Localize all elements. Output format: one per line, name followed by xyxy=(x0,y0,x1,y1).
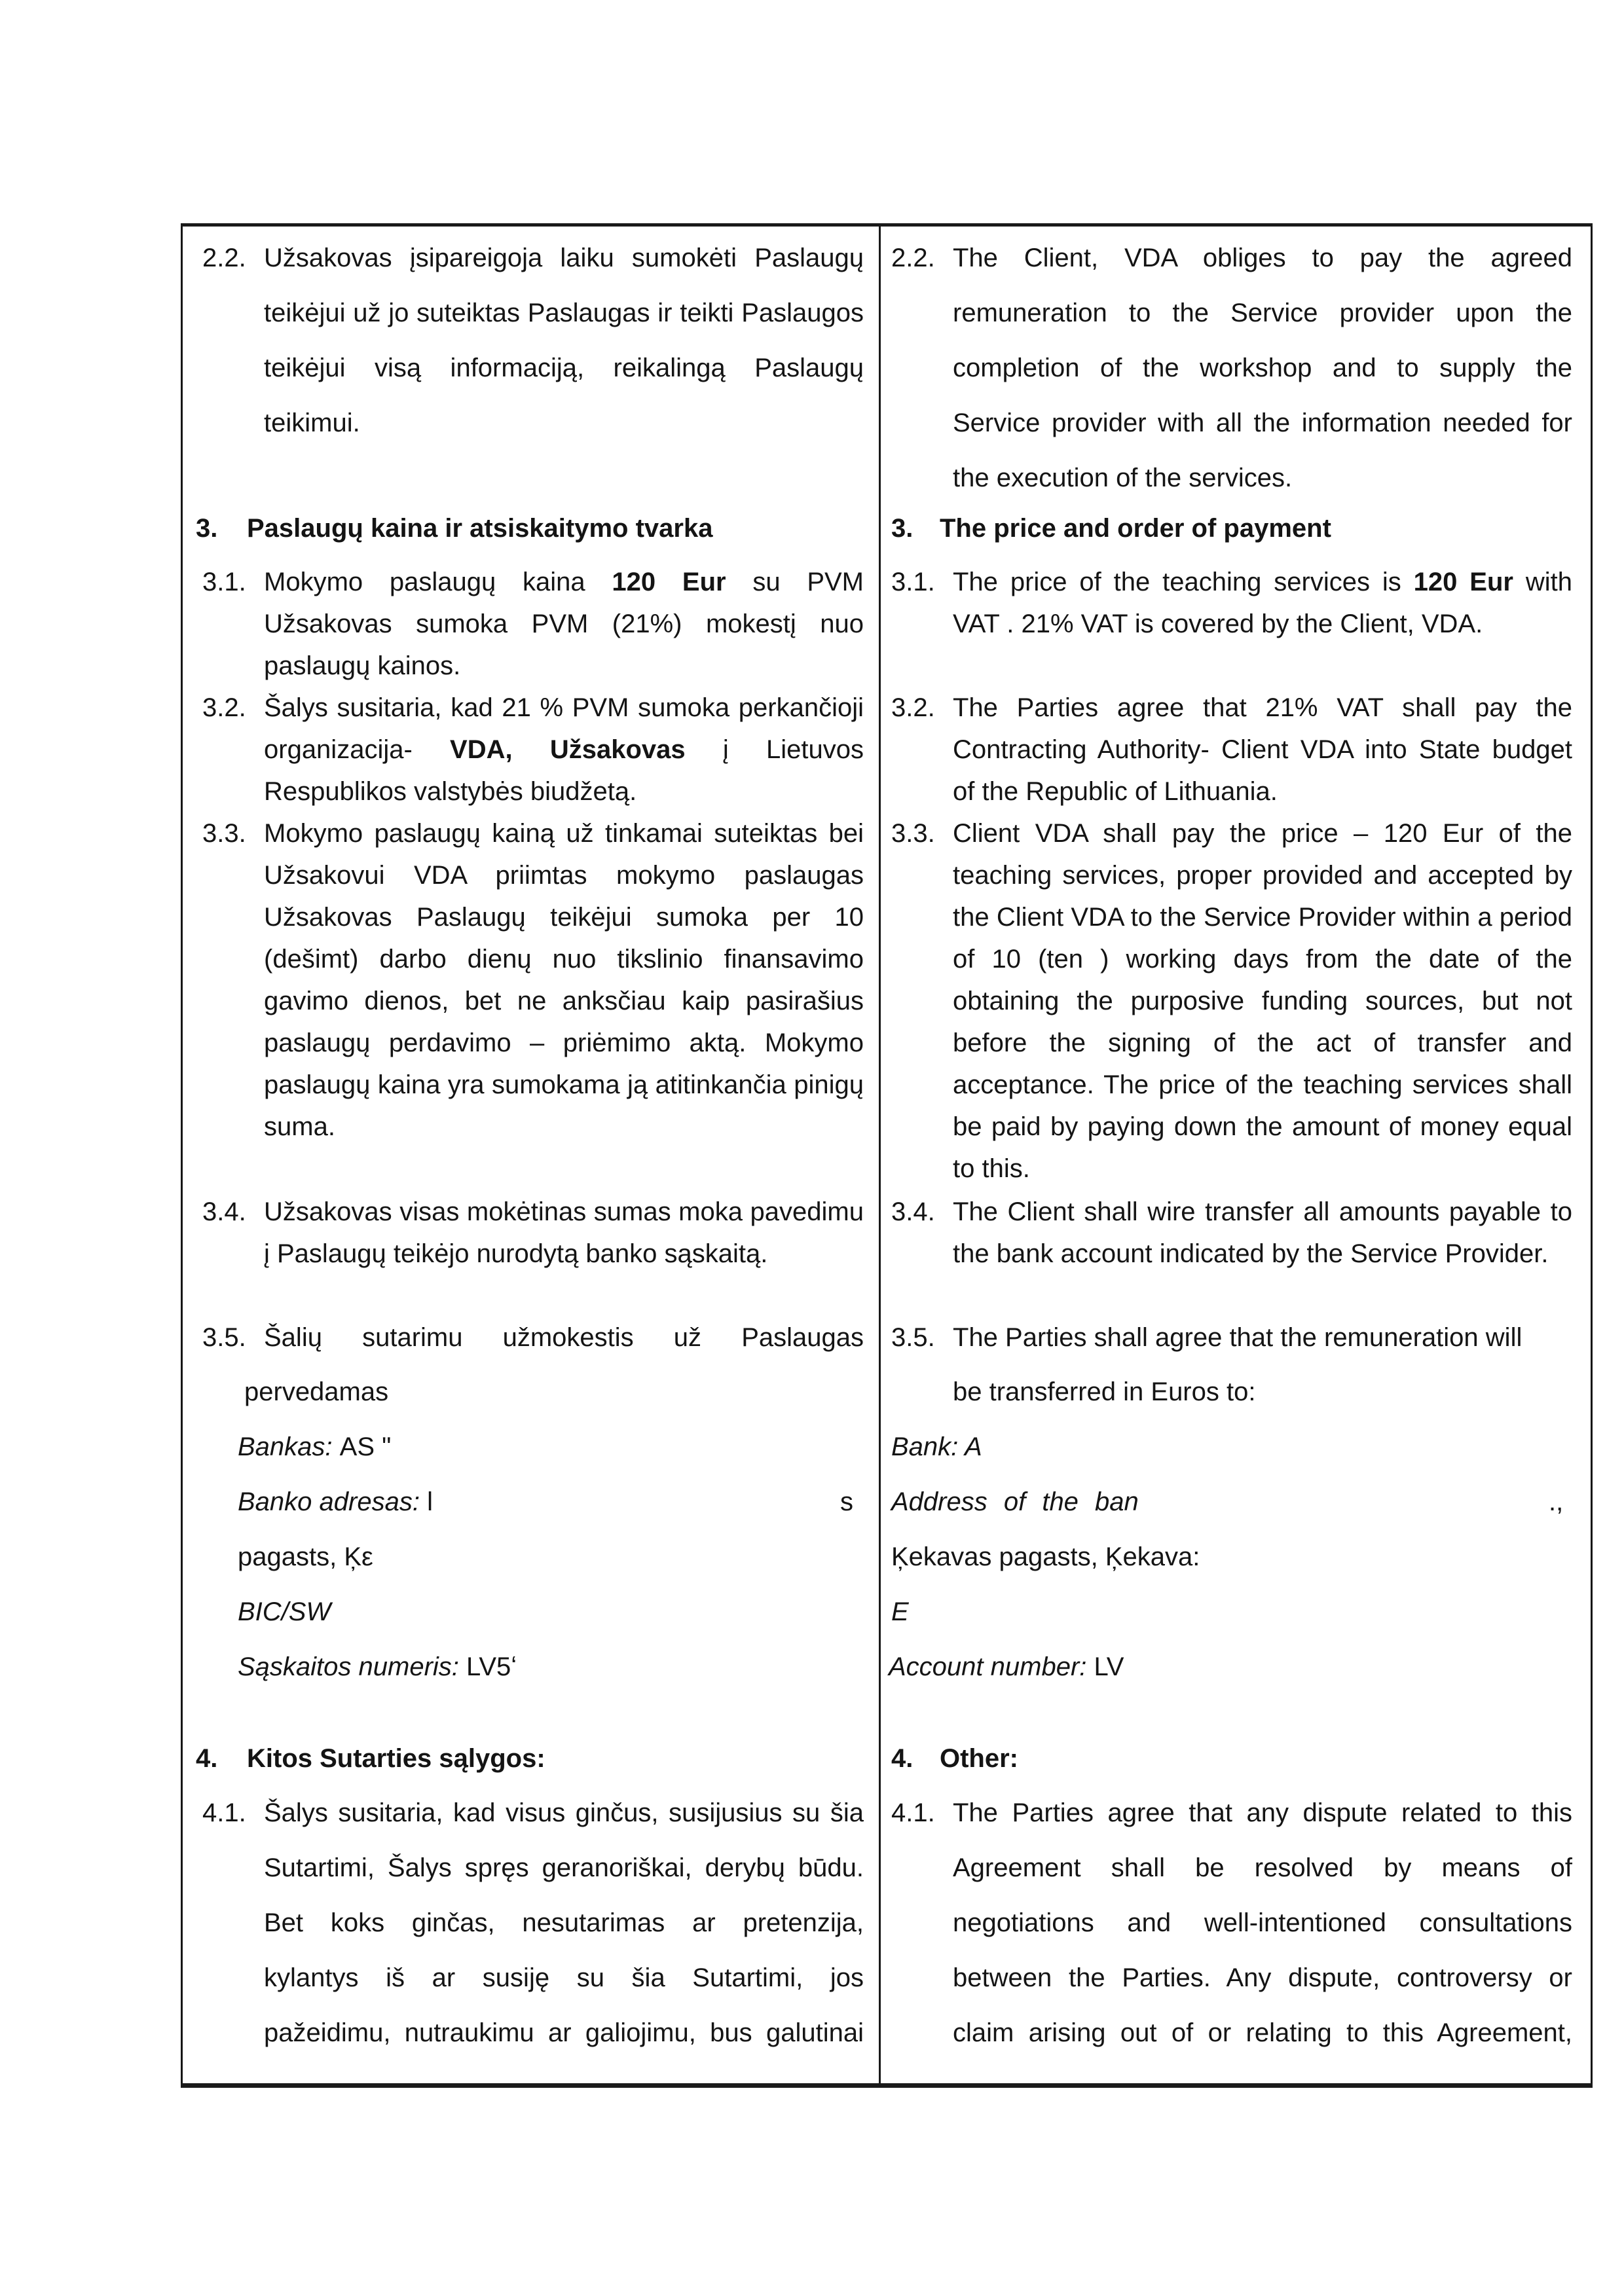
section-title: The price and order of payment xyxy=(940,514,1331,543)
bank-address-line2-en: Ķekavas pagasts, Ķekava: xyxy=(891,1542,1200,1571)
clause-text: Užsakovas visas mokėtinas sumas moka pavedimu į Paslaugų teikėjo nurodytą banko sąskaitą. xyxy=(264,1197,864,1268)
clause-number: 2.2. xyxy=(891,244,935,272)
clause-text: The Parties shall agree that the remuneration will xyxy=(953,1323,1522,1352)
clause-text: Client VDA shall pay the price – 120 Eur of the teaching services, proper provided and accepted by the Client VDA to the Service Provider within a period of 10 (ten ) working days from the date of the obtaining the purposive funding sources, but not before the signing of the act of transfer and acceptance. The price of the teaching services shall be paid by paying down the amount of money equal to this. xyxy=(953,819,1572,1183)
clause-number: 3.5. xyxy=(891,1323,935,1352)
clause-number: 4.1. xyxy=(202,1798,246,1827)
clause-text: Šalys susitaria, kad visus ginčus, susijusius su šia Sutartimi, Šalys spręs geranoriškai, derybų būdu. Bet koks ginčas, nesutarimas ar pretenzija, kylantys iš ar susiję su šia Sutartimi, jos pažeidimu, nutraukimu ar galiojimu, bus galutinai xyxy=(264,1798,864,2047)
clause-number: 3.5. xyxy=(202,1323,246,1352)
account-number-line-en: Account number: LV xyxy=(889,1652,1124,1681)
clause-3-5-continuation: pervedamas xyxy=(244,1377,389,1406)
section-title: Paslaugų kaina ir atsiskaitymo tvarka xyxy=(247,514,713,543)
bank-name-line-lt: Bankas: AS " xyxy=(238,1432,392,1461)
bic-swift-line-en: E xyxy=(891,1597,909,1626)
clause-text: The Client, VDA obliges to pay the agreed remuneration to the Service provider upon the completion of the workshop and to supply the Service provider with all the information needed for the execution of the services. xyxy=(953,244,1572,492)
clause-3-5-continuation: be transferred in Euros to: xyxy=(953,1377,1256,1406)
clause-number: 3.3. xyxy=(891,819,935,848)
bank-address-line-en: Address of the ban xyxy=(891,1487,1139,1516)
clause-number: 3.1. xyxy=(891,568,935,596)
lithuanian-column xyxy=(183,227,879,2083)
client-name: VDA, Užsakovas xyxy=(450,735,686,764)
bank-name-line-en: Bank: A xyxy=(891,1432,982,1461)
clause-text: Mokymo paslaugų kainą už tinkamai suteiktas bei Užsakovui VDA priimtas mokymo paslaugas Užsakovas Paslaugų teikėjui sumoka per 10 (dešimt) darbo dienų nuo tikslinio finansavimo gavimo dienos, bet ne anksčiau kaip pasirašius paslaugų perdavimo – priėmimo aktą. Mokymo paslaugų kaina yra sumokama ją atitinkančia pinigų suma. xyxy=(264,819,864,1141)
section-number: 4. xyxy=(891,1744,913,1773)
clause-text: The Parties agree that 21% VAT shall pay the Contracting Authority- Client VDA into State budget of the Republic of Lithuania. xyxy=(953,693,1572,806)
clause-text: Užsakovas įsipareigoja laiku sumokėti Paslaugų teikėjui už jo suteiktas Paslaugas ir teikti Paslaugos teikėjui visą informaciją, reikalingą Paslaugų teikimui. xyxy=(264,244,864,437)
clause-number: 3.2. xyxy=(202,693,246,722)
clause-text: The price of the teaching services is 120 Eur with VAT . 21% VAT is covered by the Client, VDA. xyxy=(953,568,1572,638)
section-number: 3. xyxy=(196,514,218,543)
section-number: 3. xyxy=(891,514,913,543)
bic-swift-line-lt: BIC/SW xyxy=(238,1597,331,1626)
clause-number: 2.2. xyxy=(202,244,246,272)
bank-address-line-lt: Banko adresas: l xyxy=(238,1487,433,1516)
clause-text: Mokymo paslaugų kaina 120 Eur su PVM Užsakovas sumoka PVM (21%) mokestį nuo paslaugų kainos. xyxy=(264,568,864,680)
bilingual-contract-table xyxy=(181,225,1593,2085)
clause-2-2-lt xyxy=(202,230,864,453)
clause-number: 3.3. xyxy=(202,819,246,848)
clause-text: The Client shall wire transfer all amounts payable to the bank account indicated by the Service Provider. xyxy=(953,1197,1572,1268)
clause-number: 3.4. xyxy=(891,1197,935,1226)
clause-number: 3.1. xyxy=(202,568,246,596)
table-bottom-border xyxy=(181,2083,1593,2088)
account-number-line-lt: Sąskaitos numeris: LV5ʻ xyxy=(238,1652,517,1681)
clause-number: 3.2. xyxy=(891,693,935,722)
bank-address-fragment: s xyxy=(840,1487,853,1516)
section-title: Kitos Sutarties sąlygos: xyxy=(247,1744,545,1773)
english-column xyxy=(881,227,1593,2083)
clause-text: Šalys susitaria, kad 21 % PVM sumoka perkančioji organizacija- VDA, Užsakovas į Lietuvos Respublikos valstybės biudžetą. xyxy=(264,693,864,806)
section-title: Other: xyxy=(940,1744,1018,1773)
section-number: 4. xyxy=(196,1744,218,1773)
bank-address-line2-lt: pagasts, Ķε xyxy=(238,1542,373,1571)
clause-text: Šalių sutarimu užmokestis už Paslaugas xyxy=(264,1323,864,1352)
clause-text: The Parties agree that any dispute related to this Agreement shall be resolved by means of negotiations and well-intentioned consultations between the Parties. Any dispute, controversy or claim arising out of or relating to this Agreement, xyxy=(953,1798,1572,2047)
clause-number: 3.4. xyxy=(202,1197,246,1226)
bank-address-fragment: ., xyxy=(1549,1487,1564,1516)
clause-number: 4.1. xyxy=(891,1798,935,1827)
price-amount: 120 Eur xyxy=(1413,568,1513,596)
price-amount: 120 Eur xyxy=(612,568,726,596)
